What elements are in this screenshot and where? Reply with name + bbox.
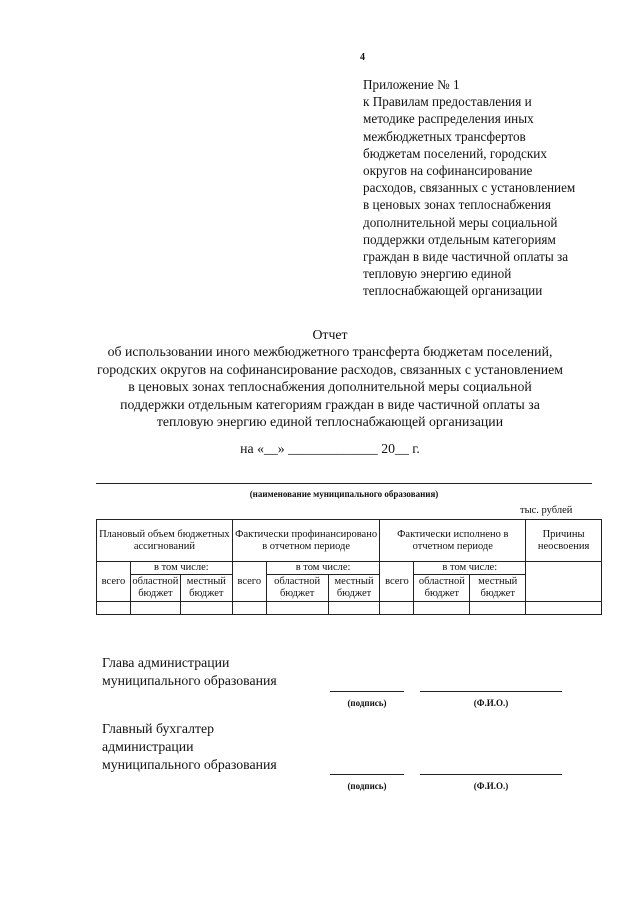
municipality-caption: (наименование муниципального образования) [249, 489, 439, 499]
report-subtitle-line: поддержки отдельным категориям граждан в виде частичной оплаты за [120, 396, 540, 412]
reasons-cell [526, 562, 602, 602]
header-local: местный бюджет [180, 575, 232, 602]
table-cell[interactable] [328, 602, 380, 615]
table-cell[interactable] [414, 602, 470, 615]
header-local: местный бюджет [328, 575, 380, 602]
header-including: в том числе: [130, 562, 232, 575]
table-cell[interactable] [180, 602, 232, 615]
appendix-line: в ценовых зонах теплоснабжения [363, 197, 551, 213]
header-executed: Фактически исполнено в отчетном периоде [380, 520, 526, 562]
header-including: в том числе: [266, 562, 380, 575]
header-total: всего [97, 562, 131, 602]
table-cell[interactable] [266, 602, 328, 615]
header-local: местный бюджет [470, 575, 526, 602]
table-subheader-row [97, 562, 602, 575]
report-subtitle-line: тепловую энергию единой теплоснабжающей организации [156, 414, 504, 430]
appendix-line: Приложение № 1 [363, 77, 460, 92]
accountant-name-line[interactable] [420, 774, 562, 775]
report-date-line: на «__» _____________ 20__ г. [240, 441, 420, 456]
appendix-line: дополнительной меры социальной [363, 214, 558, 230]
header-including: в том числе: [414, 562, 526, 575]
appendix-line: к Правилам предоставления и [363, 94, 532, 110]
signatory-line: Глава администрации [102, 655, 230, 670]
header-total: всего [232, 562, 266, 602]
report-table [96, 519, 602, 615]
header-regional: областной бюджет [414, 575, 470, 602]
municipality-fill-line [96, 483, 592, 484]
report-subtitle-line: в ценовых зонах теплоснабжения дополнительной меры социальной [128, 379, 532, 395]
table-header-row [97, 520, 602, 562]
table-cell[interactable] [526, 602, 602, 615]
signatory-line: муниципального образования [102, 757, 277, 772]
appendix-line: теплоснабжающей организации [363, 283, 543, 299]
head-name-line[interactable] [420, 691, 562, 692]
table-cell[interactable] [470, 602, 526, 615]
header-total: всего [380, 562, 414, 602]
signatory-line: Главный бухгалтер [102, 721, 215, 736]
report-subtitle-line: городских округов на софинансирование расходов, связанных с установлением [97, 361, 563, 377]
appendix-line: поддержки отдельным категориям [363, 231, 556, 247]
header-regional: областной бюджет [266, 575, 328, 602]
report-title: Отчет [312, 327, 348, 342]
appendix-line: бюджетам поселений, городских [363, 145, 547, 161]
accountant-name-caption: (Ф.И.О.) [473, 781, 509, 791]
signatory-line: муниципального образования [102, 673, 277, 688]
appendix-line: граждан в виде частичной оплаты за [363, 249, 569, 265]
accountant-signature-line[interactable] [330, 774, 404, 775]
appendix-line: расходов, связанных с установлением [363, 180, 576, 196]
head-signature-caption: (подпись) [347, 698, 387, 708]
units-label: тыс. рублей [520, 505, 573, 516]
accountant-signature-caption: (подпись) [347, 781, 387, 791]
header-financed: Фактически профинансировано в отчетном периоде [232, 520, 380, 562]
appendix-heading [363, 76, 613, 300]
table-cell[interactable] [232, 602, 266, 615]
report-subtitle-line: об использовании иного межбюджетного трансферта бюджетам поселений, [107, 344, 553, 360]
header-reasons: Причины неосвоения [526, 520, 602, 562]
table-cell[interactable] [380, 602, 414, 615]
header-planned: Плановый объем бюджетных ассигнований [97, 520, 233, 562]
report-heading [80, 326, 580, 430]
head-signature-line[interactable] [330, 691, 404, 692]
accountant-signature-title [102, 720, 277, 774]
head-signature-title [102, 654, 277, 690]
appendix-line: округов на софинансирование [363, 163, 533, 179]
table-cell[interactable] [97, 602, 131, 615]
header-regional: областной бюджет [130, 575, 180, 602]
head-name-caption: (Ф.И.О.) [473, 698, 509, 708]
signatory-line: администрации [102, 739, 194, 754]
appendix-line: методике распределения иных [363, 111, 534, 127]
page-number: 4 [360, 52, 365, 63]
appendix-line: тепловую энергию единой [363, 266, 512, 282]
table-cell[interactable] [130, 602, 180, 615]
table-row [97, 602, 602, 615]
appendix-line: межбюджетных трансфертов [363, 128, 526, 144]
